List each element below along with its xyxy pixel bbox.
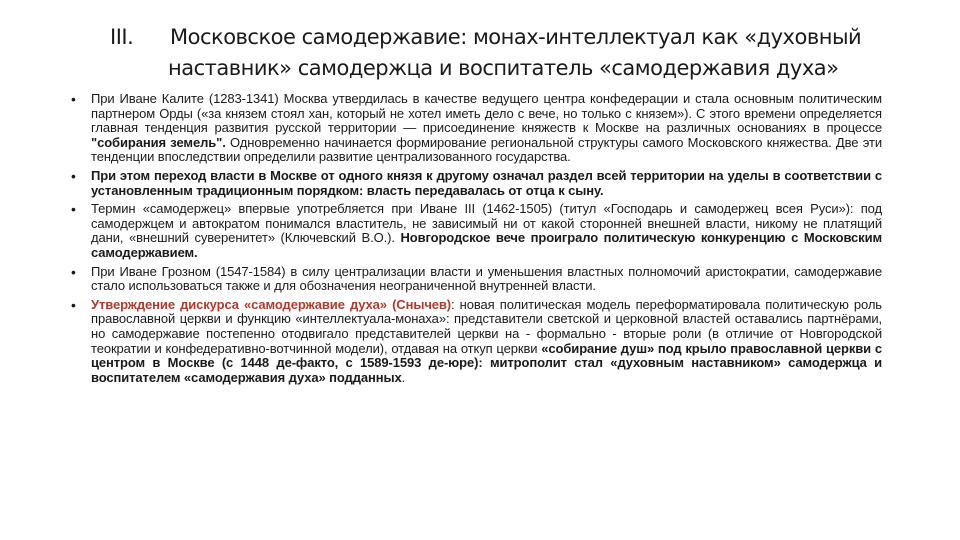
bullet-item-succession <box>70 169 882 198</box>
bullet-bold-text: При этом переход власти в Москве от одного князя к другому означал раздел всей территории на уделы в соответствии с установленным традиционным порядком: власть передавалась от отца к сыну. <box>91 167 882 198</box>
section-number: III. <box>110 25 134 49</box>
bullet-list <box>70 92 882 389</box>
bullet-text: . <box>401 369 406 385</box>
bullet-text: Одновременно начинается формирование региональной структуры самого Московского княжества. Две эти тенденции впоследствии определили развитие централизованного государства. <box>91 134 883 165</box>
title-line-1 <box>110 22 890 53</box>
bullet-bold-text: "собирания земель". <box>91 134 226 150</box>
bullet-bold-text: «собирание душ» под крыло православной церкви с центром в Москве (с 1448 де-факто, с 1589-1593 де-юре): митрополит стал «духовным наставником» самодержца и воспитателем «самодержавия духа» подданных <box>91 340 882 385</box>
title-text-line-2: наставник» самодержца и воспитатель «самодержавия духа» <box>168 56 839 80</box>
bullet-text: При Иване Калите (1283-1341) Москва утвердилась в качестве ведущего центра конфедерации и стала основным политическим партнером Орды («за князем стоял хан, который не хотел иметь дело с вече, но только с князем»). С этого времени определяется главная тенденция развития русской территории — присоединение княжеств к Москве на различных основаниях в процессе <box>91 91 882 136</box>
bullet-item-grozny <box>70 265 882 294</box>
bullet-item-discourse <box>70 298 882 386</box>
bullet-item-kalita <box>70 92 882 165</box>
bullet-text: : новая политическая модель переформатировала политическую роль православной церкви и функцию «интеллектуала-монаха»: представители светской и церковной властей оставались партнёрами, но самодержавие постепенно отодвигало представителей церкви на - формально - вторые роли (в отличие от Новгородской теократии и конфедеративно-вотчинной модели), отдавая на откуп церкви <box>91 296 882 356</box>
title-text-line-1: Московское самодержавие: монах-интеллектуал как «духовный <box>170 25 862 49</box>
bullet-text: При Иване Грозном (1547-1584) в силу централизации власти и уменьшения властных полномочий аристократии, самодержавие стало использоваться также и для обозначения неограниченной внутренней власти. <box>91 263 882 294</box>
bullet-text: Термин «самодержец» впервые употребляется при Иване III (1462-1505) (титул «Господарь и самодержец всея Руси»): под самодержцем и автократом понимался властитель, не зависимый ни от какой сторонней внешней власти, никому не платящий дани, «внешний суверенитет» (Ключевский В.О.). <box>91 201 882 246</box>
bullet-highlight-text: Утверждение дискурса «самодержавие духа» (Снычев) <box>91 296 452 312</box>
bullet-bold-text: Новгородское вече проиграло политическую конкуренцию с Московским самодержавием. <box>91 230 882 260</box>
slide-title <box>110 22 890 84</box>
bullet-item-samoderzhets <box>70 202 882 260</box>
